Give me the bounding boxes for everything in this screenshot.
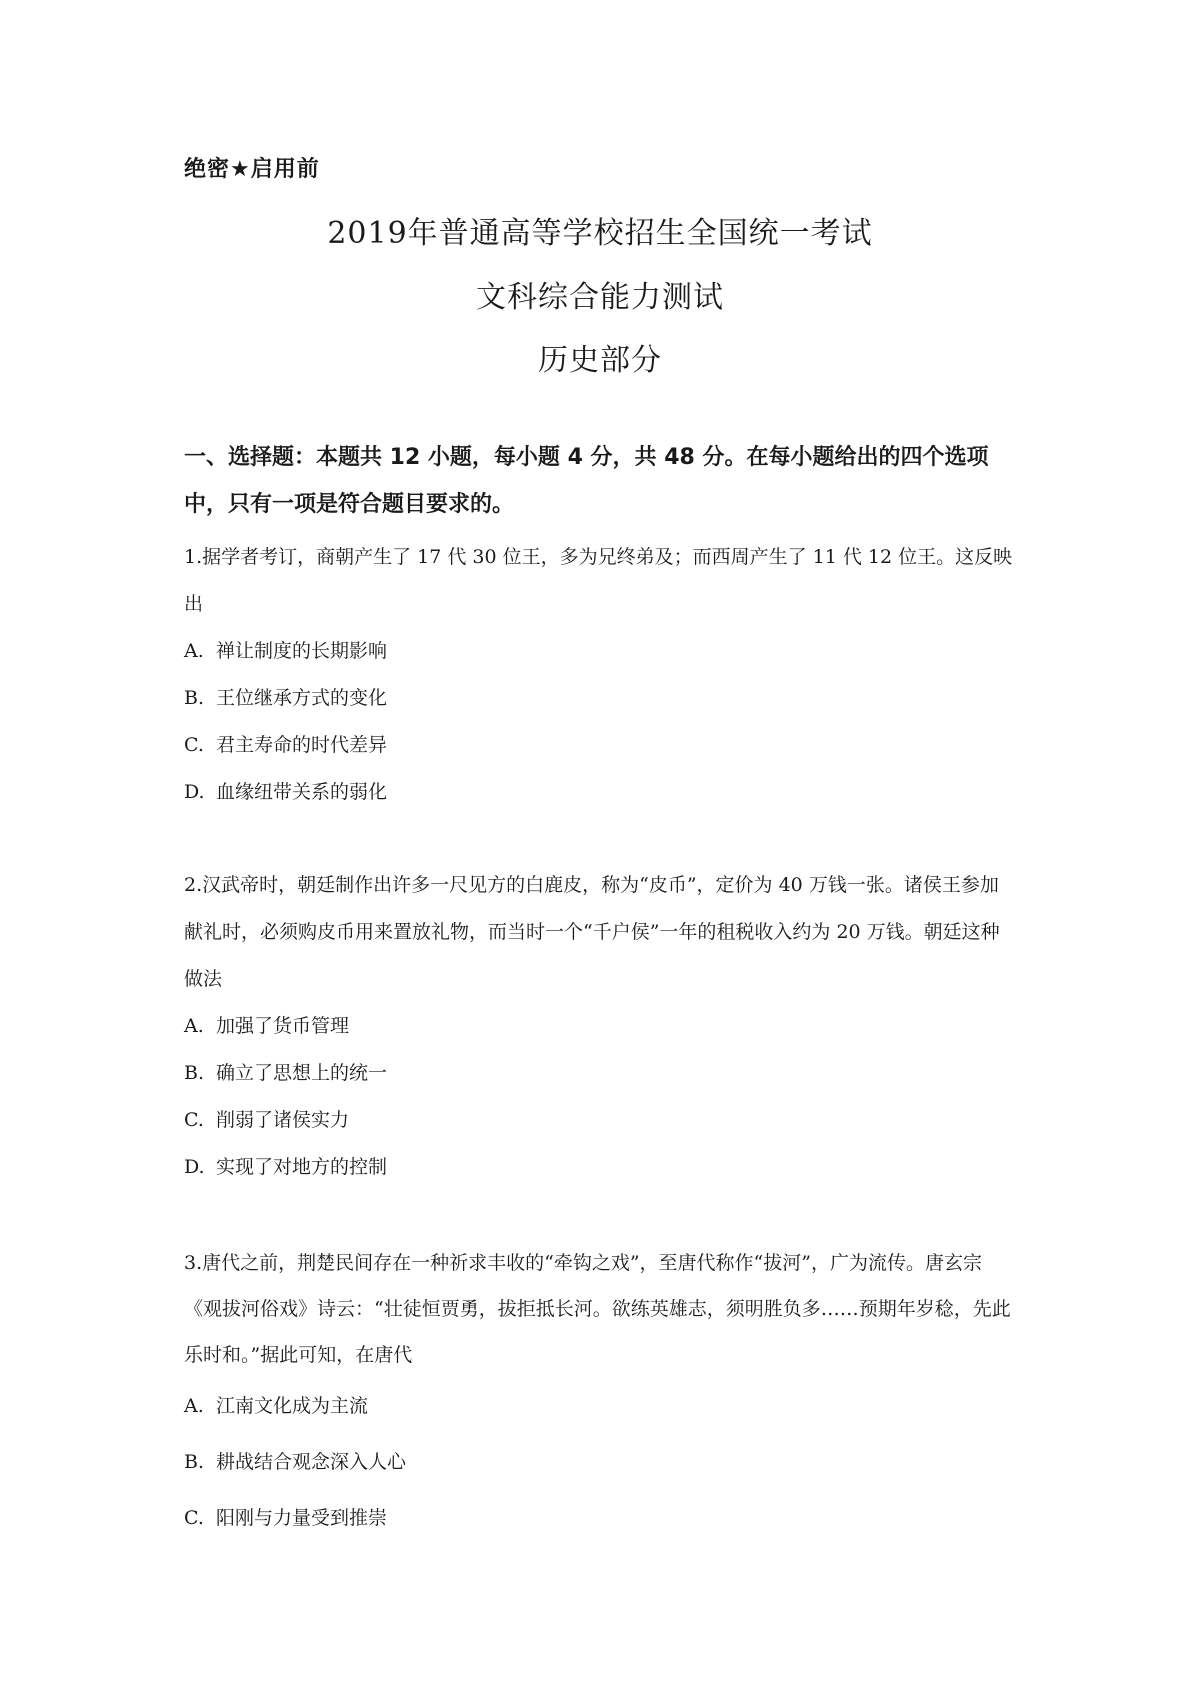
option-b bbox=[184, 1050, 1014, 1097]
option-letter: D. bbox=[184, 1156, 205, 1178]
option-b bbox=[184, 1434, 1014, 1490]
option-text: 王位继承方式的变化 bbox=[216, 687, 388, 709]
exam-title: 2019年普通高等学校招生全国统一考试 bbox=[327, 216, 873, 251]
option-letter: A. bbox=[184, 1395, 204, 1417]
question-stem: 2.汉武帝时，朝廷制作出许多一尺见方的白鹿皮，称为“皮币”，定价为 40 万钱一张。诸侯王参加献礼时，必须购皮币用来置放礼物，而当时一个“千户侯”一年的租税收入约为 20 万钱。朝廷这种做法 bbox=[184, 874, 1000, 990]
option-letter: C. bbox=[184, 1507, 204, 1529]
option-a bbox=[184, 1378, 1014, 1434]
option-text: 耕战结合观念深入人心 bbox=[216, 1451, 407, 1473]
option-letter: C. bbox=[184, 734, 204, 756]
classification-label: 绝密★启用前 bbox=[184, 157, 320, 182]
option-letter: C. bbox=[184, 1109, 204, 1131]
question-3 bbox=[184, 1240, 1014, 1546]
option-b bbox=[184, 675, 1014, 722]
option-text: 实现了对地方的控制 bbox=[216, 1156, 388, 1178]
option-letter: A. bbox=[184, 640, 204, 662]
option-text: 江南文化成为主流 bbox=[216, 1395, 369, 1417]
option-text: 血缘纽带关系的弱化 bbox=[216, 781, 388, 803]
option-text: 加强了货币管理 bbox=[216, 1015, 350, 1037]
option-text: 确立了思想上的统一 bbox=[216, 1062, 388, 1084]
option-d bbox=[184, 1144, 1014, 1191]
option-text: 阳刚与力量受到推崇 bbox=[216, 1507, 388, 1529]
option-c bbox=[184, 1097, 1014, 1144]
option-letter: D. bbox=[184, 781, 205, 803]
option-text: 禅让制度的长期影响 bbox=[216, 640, 388, 662]
question-2 bbox=[184, 862, 1014, 1191]
option-text: 君主寿命的时代差异 bbox=[216, 734, 388, 756]
option-letter: B. bbox=[184, 687, 205, 709]
option-a bbox=[184, 1003, 1014, 1050]
section-instructions: 一、选择题：本题共 12 小题，每小题 4 分，共 48 分。在每小题给出的四个选项中，只有一项是符合题目要求的。 bbox=[184, 445, 989, 517]
option-letter: B. bbox=[184, 1451, 205, 1473]
option-d bbox=[184, 769, 1014, 816]
option-list bbox=[184, 1003, 1014, 1191]
question-1 bbox=[184, 534, 1014, 816]
option-a bbox=[184, 628, 1014, 675]
option-letter: A. bbox=[184, 1015, 204, 1037]
option-letter: B. bbox=[184, 1062, 205, 1084]
option-text: 削弱了诸侯实力 bbox=[216, 1109, 350, 1131]
question-stem: 1.据学者考订，商朝产生了 17 代 30 位王，多为兄终弟及；而西周产生了 11 代 12 位王。这反映出 bbox=[184, 546, 1013, 615]
option-list bbox=[184, 628, 1014, 816]
option-c bbox=[184, 722, 1014, 769]
exam-subtitle: 文科综合能力测试 bbox=[476, 280, 724, 315]
option-c bbox=[184, 1490, 1014, 1546]
section-subject-title: 历史部分 bbox=[538, 343, 662, 378]
option-list bbox=[184, 1378, 1014, 1546]
question-stem: 3.唐代之前，荆楚民间存在一种祈求丰收的“牵钩之戏”，至唐代称作“拔河”，广为流传。唐玄宗《观拔河俗戏》诗云：“壮徒恒贾勇，拔拒抵长河。欲练英雄志，须明胜负多……预期年岁稔，先此乐时和。”据此可知，在唐代 bbox=[184, 1252, 1011, 1366]
